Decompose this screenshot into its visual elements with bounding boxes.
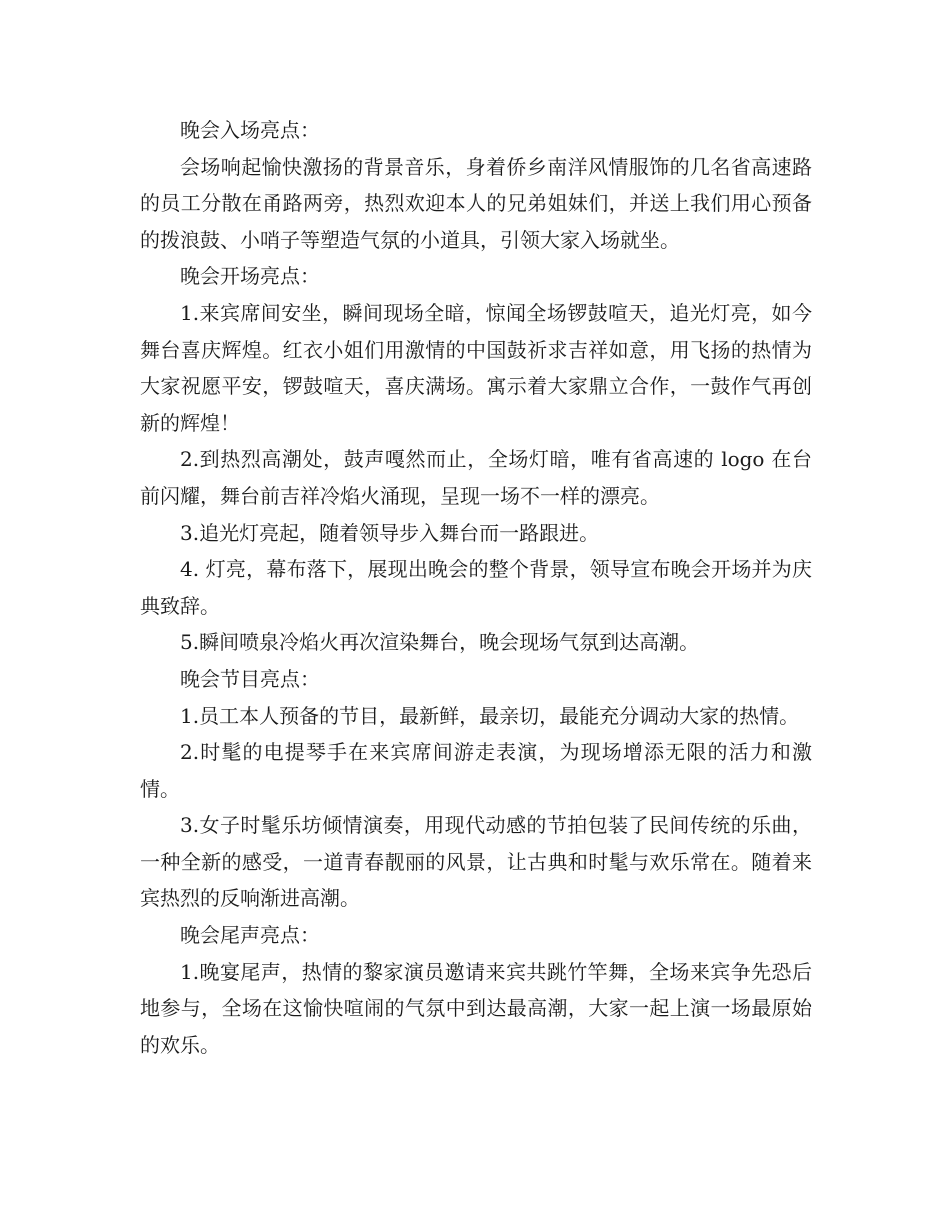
paragraph: 3.追光灯亮起，随着领导步入舞台而一路跟进。: [180, 520, 600, 545]
paragraph: 2.时髦的电提琴手在来宾席间游走表演，为现场增添无限的活力和激情。: [140, 740, 812, 801]
section-heading-entrance: 晚会入场亮点：: [180, 118, 320, 142]
document-body: [140, 112, 812, 1063]
paragraph: 2.到热烈高潮处，鼓声嘎然而止，全场灯暗，唯有省高速的 logo 在台前闪耀，舞台前吉祥冷焰火涌现，呈现一场不一样的漂亮。: [140, 447, 812, 508]
paragraph: 1.晚宴尾声，热情的黎家演员邀请来宾共跳竹竿舞，全场来宾争先恐后地参与，全场在这愉快喧闹的气氛中到达最高潮，大家一起上演一场最原始的欢乐。: [140, 959, 812, 1057]
paragraph: 1.来宾席间安坐，瞬间现场全暗，惊闻全场锣鼓喧天，追光灯亮，如今舞台喜庆辉煌。红衣小姐们用激情的中国鼓祈求吉祥如意，用飞扬的热情为大家祝愿平安，锣鼓喧天，喜庆满场。寓示着大家鼎立合作，一鼓作气再创新的辉煌！: [140, 300, 812, 435]
paragraph: 3.女子时髦乐坊倾情演奏，用现代动感的节拍包装了民间传统的乐曲，一种全新的感受，一道青春靓丽的风景，让古典和时髦与欢乐常在。随着来宾热烈的反响渐进高潮。: [140, 813, 812, 911]
section-heading-program: 晚会节目亮点：: [180, 666, 320, 691]
paragraph: 会场响起愉快激扬的背景音乐，身着侨乡南洋风情服饰的几名省高速路的员工分散在甬路两旁，热烈欢迎本人的兄弟姐妹们，并送上我们用心预备的拨浪鼓、小哨子等塑造气氛的小道具，引领大家入场就坐。: [140, 154, 812, 252]
section-heading-finale: 晚会尾声亮点：: [180, 923, 320, 948]
paragraph: 4. 灯亮，幕布落下，展现出晚会的整个背景，领导宣布晚会开场并为庆典致辞。: [140, 557, 812, 618]
paragraph: 5.瞬间喷泉冷焰火再次渲染舞台，晚会现场气氛到达高潮。: [180, 630, 700, 655]
section-heading-opening: 晚会开场亮点：: [180, 264, 320, 289]
paragraph: 1.员工本人预备的节目，最新鲜，最亲切，最能充分调动大家的热情。: [180, 703, 800, 728]
